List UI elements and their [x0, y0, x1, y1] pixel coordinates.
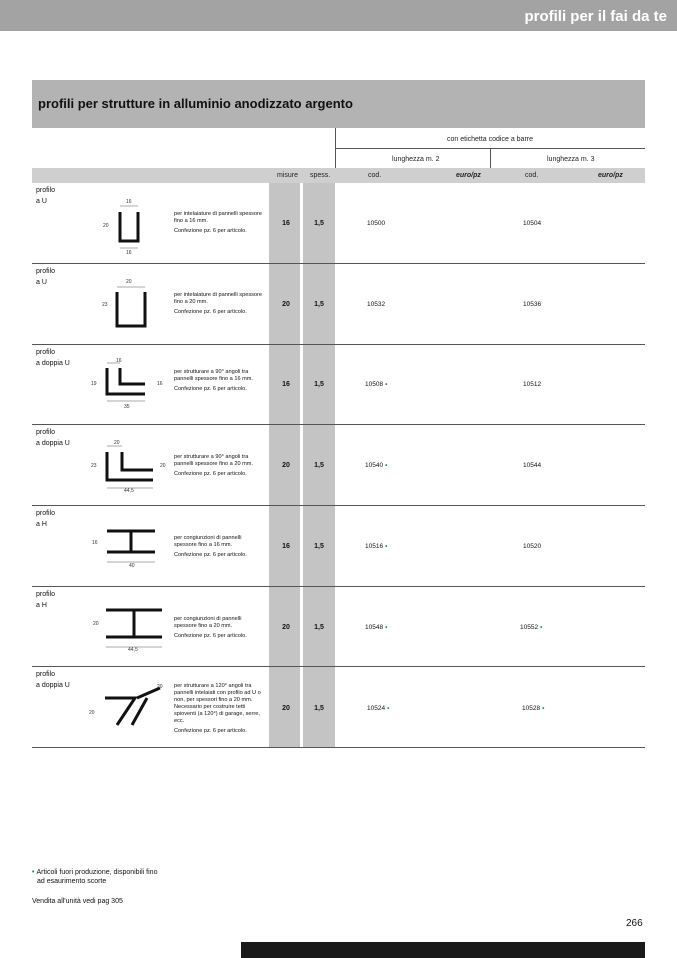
dim-label: 20 [93, 621, 99, 627]
discontinued-dot: • [387, 705, 390, 712]
spess-value: 1,5 [314, 543, 324, 550]
code-2m: 10524 • [367, 705, 390, 712]
header-rule [335, 148, 645, 149]
dim-label: 16 [157, 381, 163, 387]
dim-label: 20 [126, 279, 132, 285]
row-name-1: profilo [36, 268, 56, 275]
top-header-bar [0, 0, 677, 31]
section-title: profili per strutture in alluminio anodizzato argento [38, 96, 353, 111]
row-name-2: a doppia U [36, 440, 70, 447]
code-3m: 10520 [523, 543, 542, 550]
dim-label: 20 [103, 223, 109, 229]
row-separator [32, 505, 645, 506]
row-separator [32, 747, 645, 748]
row-name-2: a doppia U [36, 682, 70, 689]
misure-value: 16 [282, 220, 290, 227]
misure-value: 20 [282, 705, 290, 712]
col-spess: spess. [310, 172, 331, 179]
row-separator [32, 263, 645, 264]
row-6-description: per congiunzioni di pannelli spessore fino a 20 mm. Confezione pz. 6 per articolo. [174, 616, 247, 639]
row-4-label [36, 427, 70, 449]
discontinued-note: • Articoli fuori produzione, disponibili fino ad esaurimento scorte [32, 869, 158, 885]
code-3m: 10512 [523, 381, 542, 388]
dim-label: 20 [114, 440, 120, 446]
row-name-1: profilo [36, 671, 56, 678]
row-separator [32, 586, 645, 587]
dim-label: 20 [157, 684, 163, 690]
dim-label: 44,5 [128, 647, 138, 653]
row-7-label [36, 669, 70, 691]
row-3-label [36, 347, 70, 369]
code-3m: 10504 [523, 220, 542, 227]
col-misure: misure [277, 172, 299, 179]
discontinued-dot: • [32, 869, 35, 876]
row-1-label [36, 185, 55, 207]
col-euro-3: euro/pz [598, 172, 623, 179]
row-separator [32, 424, 645, 425]
row-1-description: per intelaiature di pannelli spessore fino a 16 mm. Confezione pz. 6 per articolo. [174, 211, 263, 234]
col-cod-2: cod. [368, 172, 382, 179]
u-profile-drawing [100, 279, 160, 334]
spess-value: 1,5 [314, 462, 324, 469]
column-header-row [32, 168, 645, 183]
row-name-1: profilo [36, 510, 56, 517]
length-3-label: lunghezza m. 3 [547, 156, 595, 163]
dim-label: 19 [91, 381, 97, 387]
section-title-bar [32, 80, 645, 128]
dim-label: 35 [124, 404, 130, 410]
row-separator [32, 344, 645, 345]
dim-label: 40 [129, 563, 135, 569]
row-separator [32, 666, 645, 667]
row-2-description: per intelaiature di pannelli spessore fino a 20 mm. Confezione pz. 6 per articolo. [174, 292, 263, 315]
code-2m: 10508 • [365, 381, 388, 388]
code-2m: 10500 [367, 220, 386, 227]
double-u-profile-drawing [95, 440, 165, 492]
col-euro-2: euro/pz [456, 172, 481, 179]
spess-value: 1,5 [314, 301, 324, 308]
misure-value: 20 [282, 624, 290, 631]
page-header-title: profili per il fai da te [524, 8, 667, 25]
row-3-description: per strutturare a 90° angoli tra pannelli spessore fino a 16 mm. Confezione pz. 6 per articolo. [174, 369, 253, 392]
barcode-label: con etichetta codice a barre [447, 136, 533, 143]
row-name-2: a H [36, 602, 47, 609]
row-name-2: a H [36, 521, 47, 528]
misure-value: 20 [282, 301, 290, 308]
dim-label: 44,5 [124, 488, 134, 494]
code-3m: 10528 • [522, 705, 545, 712]
dim-label: 16 [126, 199, 132, 205]
u-profile-drawing [100, 198, 160, 253]
dim-label: 23 [91, 463, 97, 469]
dim-label: 23 [102, 302, 108, 308]
row-name-2: a doppia U [36, 360, 70, 367]
row-name-2: a U [36, 279, 47, 286]
angled-double-u-profile-drawing [95, 683, 170, 733]
dim-label: 20 [160, 463, 166, 469]
misure-value: 16 [282, 381, 290, 388]
discontinued-dot: • [385, 381, 388, 388]
dim-label: 16 [126, 250, 132, 256]
row-2-label [36, 266, 55, 288]
code-3m: 10544 [523, 462, 542, 469]
row-name-1: profilo [36, 591, 56, 598]
discontinued-dot: • [542, 705, 545, 712]
code-2m: 10516 • [365, 543, 388, 550]
row-7-description: per strutturare a 120° angoli tra pannelli intelaiati con profilo ad U o non, per spessori fino a 20 mm. Necessario per costruire tetti spioventi (a 120°) di garage, serre, ecc. Confezione pz. 6 per articolo. [174, 683, 261, 734]
dim-label: 16 [92, 540, 98, 546]
bottom-bar [241, 942, 645, 958]
row-name-2: a U [36, 198, 47, 205]
row-name-1: profilo [36, 429, 56, 436]
row-name-1: profilo [36, 349, 56, 356]
code-2m: 10548 • [365, 624, 388, 631]
row-5-label [36, 508, 55, 530]
dim-label: 20 [89, 710, 95, 716]
col-cod-3: cod. [525, 172, 539, 179]
page-number: 266 [626, 918, 643, 929]
row-6-label [36, 589, 55, 611]
discontinued-dot: • [540, 624, 543, 631]
row-4-description: per strutturare a 90° angoli tra pannelli spessore fino a 20 mm. Confezione pz. 6 per articolo. [174, 454, 253, 477]
dim-label: 16 [116, 358, 122, 364]
spess-value: 1,5 [314, 705, 324, 712]
spess-value: 1,5 [314, 381, 324, 388]
length-2-label: lunghezza m. 2 [392, 156, 440, 163]
misure-value: 20 [282, 462, 290, 469]
discontinued-dot: • [385, 624, 388, 631]
code-3m: 10552 • [520, 624, 543, 631]
header-divider [490, 148, 491, 168]
row-5-description: per congiunzioni di pannelli spessore fino a 16 mm. Confezione pz. 6 per articolo. [174, 535, 247, 558]
misure-value: 16 [282, 543, 290, 550]
code-2m: 10540 • [365, 462, 388, 469]
code-3m: 10536 [523, 301, 542, 308]
discontinued-dot: • [385, 543, 388, 550]
vendita-note: Vendita all'unità vedi pag 305 [32, 898, 123, 905]
discontinued-dot: • [385, 462, 388, 469]
spess-value: 1,5 [314, 220, 324, 227]
row-name-1: profilo [36, 187, 56, 194]
double-u-profile-drawing [95, 358, 165, 408]
code-2m: 10532 [367, 301, 386, 308]
spess-value: 1,5 [314, 624, 324, 631]
